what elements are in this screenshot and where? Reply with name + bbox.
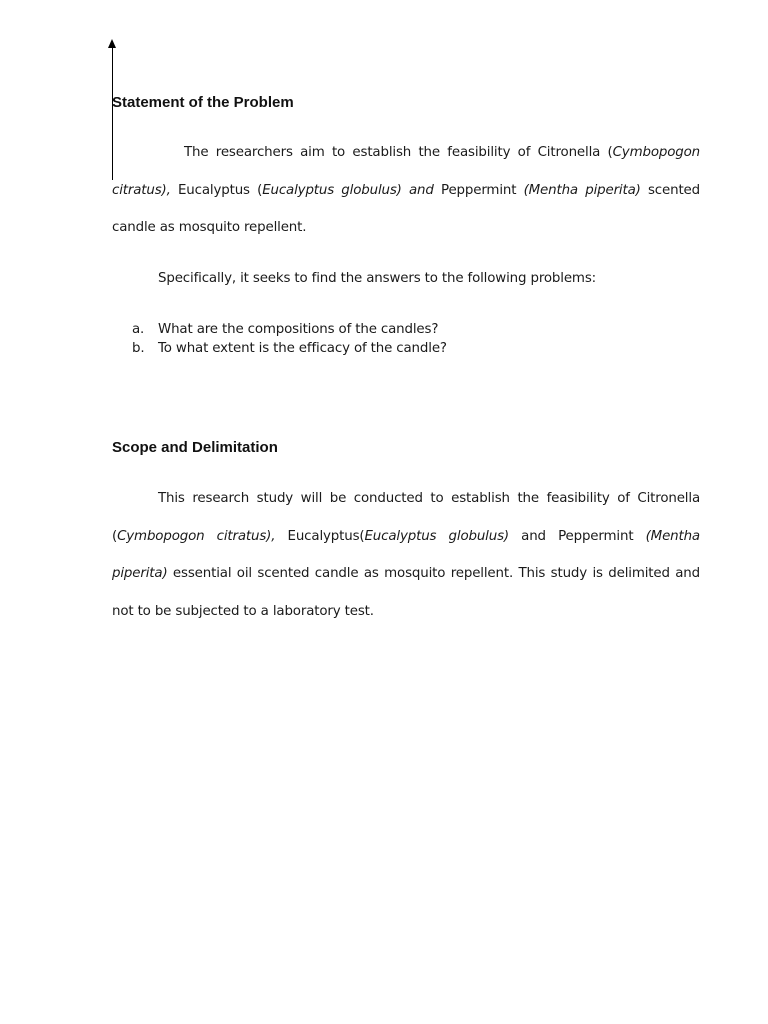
statement-paragraph (112, 134, 700, 247)
section-heading-statement: Statement of the Problem (112, 94, 294, 111)
section-heading-scope: Scope and Delimitation (112, 439, 278, 456)
italic-run: Cymbopogon citratus), (117, 528, 276, 544)
italic-run: Eucalyptus globulus) (364, 528, 509, 544)
text-run: essential oil scented candle as mosquito repellent. This study is delimited and not to be subjected to a laboratory test. (112, 566, 700, 619)
text-run: Eucalyptus ( (170, 182, 263, 198)
problems-list (132, 320, 447, 358)
italic-run: Eucalyptus globulus) and (262, 182, 434, 198)
arrow-up-icon (108, 39, 116, 48)
text-run: scented candle as mosquito repellent. (112, 182, 700, 235)
list-marker: a. (132, 322, 145, 337)
specifically-paragraph: Specifically, it seeks to find the answers to the following problems: (158, 271, 597, 286)
text-run: This research study will be conducted to establish the feasibility of Citronella ( (112, 491, 700, 544)
italic-run: (Mentha piperita) (523, 182, 641, 198)
text-run: The researchers aim to establish the feasibility of Citronella ( (184, 145, 613, 160)
italic-run: (Mentha piperita) (112, 528, 700, 581)
list-item (132, 339, 447, 358)
text-run: Eucalyptus( (275, 528, 365, 544)
list-marker: b. (132, 341, 145, 356)
italic-run: Cymbopogon citratus), (112, 145, 700, 198)
list-item-text: What are the compositions of the candles? (158, 322, 439, 337)
text-run: and Peppermint (509, 528, 646, 544)
text-run: Peppermint (433, 182, 524, 198)
scope-paragraph (112, 480, 700, 630)
list-item (132, 320, 447, 339)
list-item-text: To what extent is the efficacy of the candle? (158, 341, 447, 356)
